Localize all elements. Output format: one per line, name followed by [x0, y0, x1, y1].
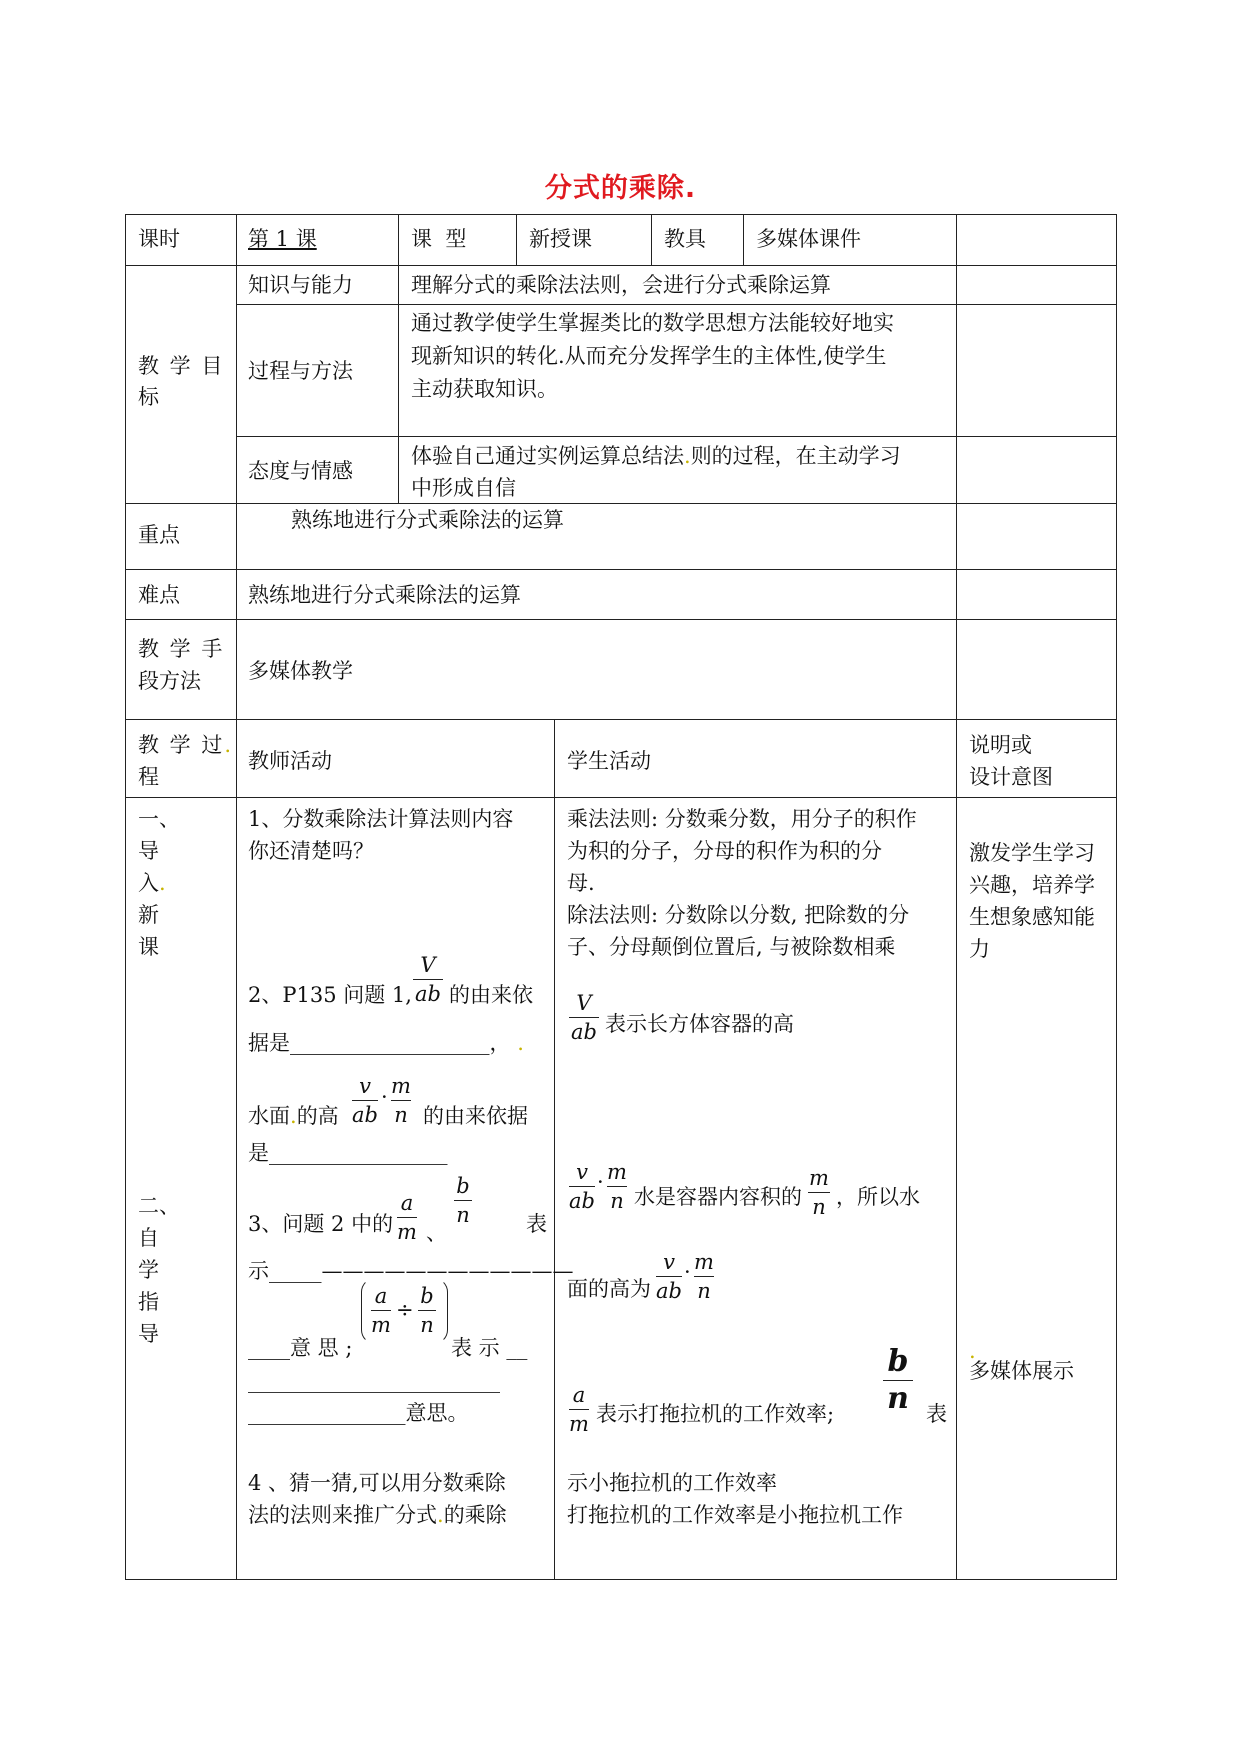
multiply-dot: ·: [381, 1085, 388, 1109]
goal-attitude-line: 中形成自信: [411, 476, 516, 500]
teacher-q3: 示_____————————————: [248, 1259, 574, 1283]
fraction-m-over-n: [391, 1073, 411, 1128]
col-divider: [516, 215, 517, 265]
col-divider: [236, 215, 237, 1579]
student-s4: 表: [926, 1402, 947, 1426]
numerator: a: [572, 1383, 586, 1407]
fraction-bar: [607, 1186, 627, 1187]
denominator: m: [569, 1412, 589, 1437]
denominator: m: [397, 1220, 417, 1245]
multiply-dot: ·: [684, 1260, 691, 1284]
numerator: m: [694, 1250, 714, 1274]
goals-label-2: 标: [138, 385, 159, 409]
col-divider: [398, 215, 399, 503]
student-s1: 母.: [567, 871, 595, 895]
note-text: 力: [969, 937, 990, 961]
teacher-q3: 3、问题 2 中的: [248, 1212, 394, 1236]
teacher-q4-text: 法的法则来推广分式: [248, 1503, 437, 1527]
fraction-v-over-ab: [656, 1249, 682, 1304]
student-s1: 为积的分子，分母的积作为积的分: [567, 839, 882, 863]
stage1-label: 一、: [138, 807, 180, 831]
fraction-bar: [418, 1310, 436, 1311]
fraction-bar: [454, 1200, 472, 1201]
fraction-b-over-n: [454, 1173, 472, 1228]
cell-type-value: 新授课: [529, 227, 592, 251]
teacher-q2: 是_________________: [248, 1141, 448, 1165]
col-divider: [956, 215, 957, 1579]
teacher-q3: 表 示 __: [451, 1336, 528, 1360]
teacher-q4: [248, 1499, 507, 1531]
goal-process-label: 过程与方法: [248, 359, 353, 383]
denominator: m: [371, 1313, 391, 1338]
student-s2: 表示长方体容器的高: [605, 1012, 794, 1036]
teacher-q2: 的由来依据: [423, 1104, 528, 1128]
numerator: v: [359, 1074, 371, 1098]
teacher-q2-text: 据是___________________，: [248, 1031, 511, 1055]
process-label-2: 程: [138, 765, 159, 789]
fraction-a-over-m: [397, 1190, 417, 1245]
fraction-bar: [694, 1276, 714, 1277]
key-text: 熟练地进行分式乘除法的运算: [291, 508, 564, 532]
student-s1: 子、分母颠倒位置后, 与被除数相乘: [567, 935, 896, 959]
teacher-q1: 你还清楚吗？: [248, 839, 374, 863]
goal-process-line: 现新知识的转化.从而充分发挥学生的主体性,使学生: [411, 344, 887, 368]
cell-period-label: 课时: [138, 227, 180, 251]
teacher-q1: 1、分数乘除法计算法则内容: [248, 807, 514, 831]
goal-attitude-part: 则的过程，在主动学习: [690, 444, 901, 468]
fraction-m-over-n: [694, 1249, 714, 1304]
row-divider: [126, 719, 1116, 720]
teacher-q2-text: 水面: [248, 1104, 290, 1128]
denominator: n: [887, 1381, 909, 1417]
numerator: V: [576, 991, 592, 1015]
denominator: ab: [352, 1103, 378, 1128]
fraction-bar: [569, 1017, 599, 1018]
teacher-q2: [248, 1027, 524, 1059]
row-divider: [236, 304, 1116, 305]
denominator: n: [610, 1189, 624, 1214]
denominator: n: [456, 1203, 470, 1228]
student-s1: 除法法则: 分数除以分数, 把除数的分: [567, 903, 910, 927]
row-divider: [126, 503, 1116, 504]
fraction-a-over-m: [569, 1382, 589, 1437]
dot-mark: .: [437, 1503, 444, 1527]
fraction-bar: [391, 1100, 411, 1101]
teacher-q3: _______________意思。: [248, 1401, 469, 1425]
cell-aids-value: 多媒体课件: [756, 227, 861, 251]
method-label-2: 段方法: [138, 669, 201, 693]
teacher-q2: [248, 1100, 339, 1132]
col-divider: [743, 215, 744, 265]
fraction-v-over-ab: [569, 1159, 595, 1214]
dot-mark: .: [290, 1104, 297, 1128]
denominator: n: [420, 1313, 434, 1338]
student-s4: 打拖拉机的工作效率是小拖拉机工作: [567, 1503, 903, 1527]
cell-type-label: 课 型: [411, 227, 467, 251]
stage1-label: 导: [138, 839, 159, 863]
dot-mark: .: [969, 1339, 976, 1363]
denominator: n: [394, 1103, 408, 1128]
student-s4: 示小拖拉机的工作效率: [567, 1471, 777, 1495]
stage2-label: 学: [138, 1258, 159, 1282]
fraction-v-over-ab: [352, 1073, 378, 1128]
teacher-q2: 2、P135 问题 1,: [248, 983, 412, 1007]
goal-process-line: 主动获取知识。: [411, 377, 558, 401]
numerator: v: [576, 1160, 588, 1184]
note-text: 激发学生学习: [969, 841, 1095, 865]
dot-mark: .: [517, 1031, 524, 1055]
stage2-label: 自: [138, 1226, 159, 1250]
teacher-q3: ________________________: [248, 1369, 500, 1393]
note-header: 说明或: [969, 733, 1032, 757]
method-label: 教 学 手: [138, 637, 225, 661]
teacher-q4: 4 、猜一猜,可以用分数乘除: [248, 1471, 506, 1495]
fraction-bar: [569, 1409, 589, 1410]
numerator: b: [887, 1344, 909, 1379]
row-divider: [126, 797, 1116, 798]
teacher-q2-text: 的高: [296, 1104, 339, 1128]
fraction-bar: [808, 1192, 830, 1193]
teacher-q4-text: 的乘除: [443, 1503, 507, 1527]
teacher-q3: 表: [526, 1212, 547, 1236]
cell-lesson-number: 第 1 课: [248, 227, 317, 251]
row-divider: [126, 569, 1116, 570]
dot-mark: .: [224, 733, 234, 757]
teacher-q3: 、: [426, 1221, 447, 1245]
numerator: m: [809, 1166, 829, 1190]
denominator: n: [812, 1195, 826, 1220]
fraction-bar: [569, 1186, 595, 1187]
goal-attitude-label: 态度与情感: [248, 459, 353, 483]
numerator: a: [374, 1284, 388, 1308]
teacher-q2: 的由来依: [449, 983, 533, 1007]
difficulty-label: 难点: [138, 583, 180, 607]
goal-attitude-part: 体验自己通过实例运算总结法: [411, 444, 684, 468]
note-text: 多媒体展示: [969, 1359, 1074, 1383]
goals-label: 教 学 目: [138, 354, 225, 378]
student-s1: [567, 803, 917, 835]
student-s3: ，所以水: [836, 1185, 920, 1209]
stage2-label: 导: [138, 1322, 159, 1346]
denominator: n: [697, 1279, 711, 1304]
stage2-label: 二、: [138, 1194, 180, 1218]
numerator: m: [607, 1160, 627, 1184]
lesson-plan-table: [125, 214, 1117, 1580]
stage1-char: 入: [138, 871, 159, 895]
fraction-b-over-n-large: [883, 1345, 913, 1416]
fraction-v-over-ab: [569, 990, 599, 1045]
dot-mark: .: [159, 871, 166, 895]
fraction-bar: [397, 1217, 417, 1218]
student-s3: 水是容器内容积的: [634, 1185, 802, 1209]
fraction-bar: [371, 1310, 391, 1311]
fraction-m-over-n: [808, 1165, 830, 1220]
process-label-text: 教 学 过: [138, 733, 225, 757]
method-text: 多媒体教学: [248, 659, 353, 683]
fraction-v-over-ab: [413, 952, 443, 1007]
student-s1-text: 乘法法则: [567, 807, 651, 831]
divide-sign: ÷: [396, 1298, 414, 1322]
row-divider: [126, 265, 1116, 266]
stage1-label: [138, 867, 166, 899]
row-divider: [236, 436, 1116, 437]
numerator: m: [391, 1074, 411, 1098]
goal-knowledge-label: 知识与能力: [248, 273, 353, 297]
denominator: ab: [569, 1189, 595, 1214]
key-label: 重点: [138, 523, 180, 547]
numerator: a: [400, 1191, 414, 1215]
goal-process-line: 通过教学使学生掌握类比的数学思想方法能较好地实: [411, 311, 894, 335]
fraction-bar: [413, 979, 443, 980]
student-s3: 面的高为: [567, 1277, 651, 1301]
numerator: v: [663, 1250, 675, 1274]
fraction-m-over-n: [607, 1159, 627, 1214]
numerator: V: [420, 953, 436, 977]
row-divider: [126, 619, 1116, 620]
teacher-activity-header: 教师活动: [248, 749, 332, 773]
numerator: b: [420, 1284, 434, 1308]
denominator: ab: [415, 982, 441, 1007]
student-s1-text: : 分数乘分数，用分子的积作: [651, 807, 917, 831]
col-divider: [554, 719, 555, 1579]
goal-attitude-line: [411, 440, 901, 472]
fraction-bar: [352, 1100, 378, 1101]
stage1-label: 课: [138, 935, 159, 959]
student-activity-header: 学生活动: [567, 749, 651, 773]
goal-knowledge-text: 理解分式的乘除法法则，会进行分式乘除运算: [411, 273, 831, 297]
cell-aids-label: 教具: [664, 227, 706, 251]
note-text: 兴趣，培养学: [969, 873, 1095, 897]
multiply-dot: ·: [597, 1170, 604, 1194]
page-title: 分式的乘除.: [544, 173, 697, 204]
dot-mark: .: [684, 444, 691, 468]
numerator: b: [456, 1174, 470, 1198]
difficulty-text: 熟练地进行分式乘除法的运算: [248, 583, 521, 607]
fraction-b-over-n: [418, 1283, 436, 1338]
student-s4: 表示打拖拉机的工作效率;: [596, 1402, 835, 1426]
fraction-a-over-m: [371, 1283, 391, 1338]
note-header-2: 设计意图: [969, 765, 1053, 789]
denominator: ab: [571, 1020, 597, 1045]
col-divider: [651, 215, 652, 265]
teacher-q3: ____意 思 ;: [248, 1336, 353, 1360]
stage1-label: 新: [138, 903, 159, 927]
process-label: [138, 729, 233, 761]
note-text: 生想象感知能: [969, 905, 1095, 929]
stage2-label: 指: [138, 1290, 159, 1314]
fraction-bar: [656, 1276, 682, 1277]
denominator: ab: [656, 1279, 682, 1304]
